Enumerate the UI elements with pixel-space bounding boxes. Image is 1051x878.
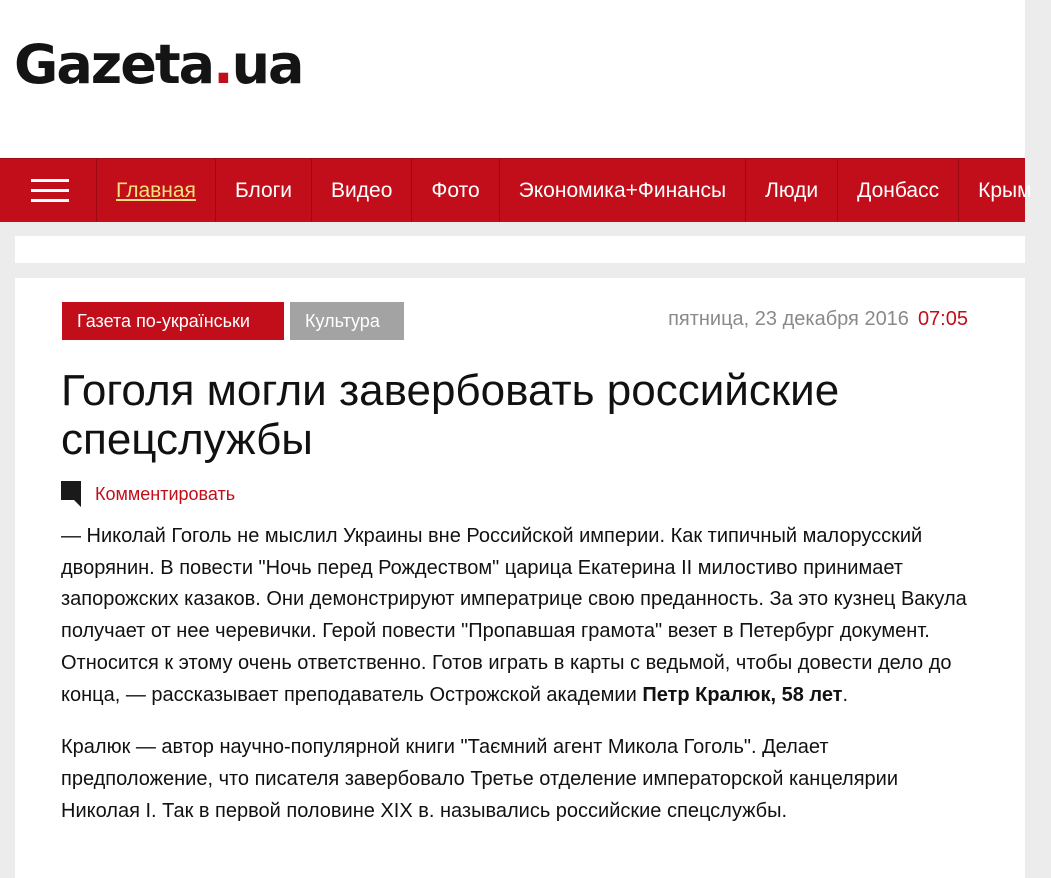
article-paragraph: Кралюк — автор научно-популярной книги "Таємний агент Микола Гоголь". Делает предположение, что писателя завербовало Третье отделение императорской канцелярии Николая I. Так в первой половине XIX в. назывались российские спецслужбы. xyxy=(61,736,898,822)
nav-item-donbass[interactable]: Донбасс xyxy=(838,159,959,222)
nav-item-people[interactable]: Люди xyxy=(746,159,838,222)
article-date: пятница, 23 декабря 2016 xyxy=(668,308,909,330)
tag-culture[interactable]: Культура xyxy=(290,302,404,340)
nav-item-crimea[interactable]: Крым xyxy=(978,178,1032,202)
comment-link[interactable] xyxy=(61,481,235,507)
main-nav xyxy=(0,158,1032,222)
comment-label: Комментировать xyxy=(95,483,236,504)
tag-gazeta[interactable]: Газета по-українськи xyxy=(62,302,284,340)
author-name: Петр Кралюк, 58 лет xyxy=(642,683,843,706)
logo-main: Gazeta xyxy=(14,33,214,96)
paragraph-end: . xyxy=(842,683,849,706)
nav-item-video[interactable]: Видео xyxy=(312,159,412,222)
site-header xyxy=(0,0,1025,158)
article-dateline xyxy=(668,308,968,331)
hamburger-menu-icon[interactable] xyxy=(0,159,97,222)
logo-tld: ua xyxy=(231,33,303,96)
article-time: 07:05 xyxy=(917,308,968,330)
logo-dot: . xyxy=(213,33,232,96)
nav-item-blogs[interactable]: Блоги xyxy=(216,159,312,222)
nav-item-photo[interactable]: Фото xyxy=(412,159,499,222)
article-card xyxy=(15,278,1025,878)
article-body xyxy=(61,521,981,848)
site-logo[interactable] xyxy=(14,34,302,96)
ad-strip xyxy=(15,236,1025,263)
paragraph-text: — Николай Гоголь не мыслил Украины вне Российской империи. Как типичный малорусский дворянин. В повести "Ночь перед Рождеством" царица Екатерина II милостиво принимает запорожских казаков. Они демонстрируют императрице свою преданность. За это кузнец Вакула получает от нее черевички. Герой повести "Пропавшая грамота" везет в Петербург документ. Относится к этому очень ответственно. Готов играть в карты с ведьмой, чтобы довести дело до конца, — рассказывает преподаватель Острожской академии xyxy=(61,525,967,706)
nav-item-economy[interactable]: Экономика+Финансы xyxy=(500,159,746,222)
article-title: Гоголя могли завербовать российские спецслужбы xyxy=(61,366,840,464)
comment-icon xyxy=(61,481,81,507)
nav-item-home[interactable]: Главная xyxy=(97,159,216,222)
article-paragraph xyxy=(61,521,981,711)
